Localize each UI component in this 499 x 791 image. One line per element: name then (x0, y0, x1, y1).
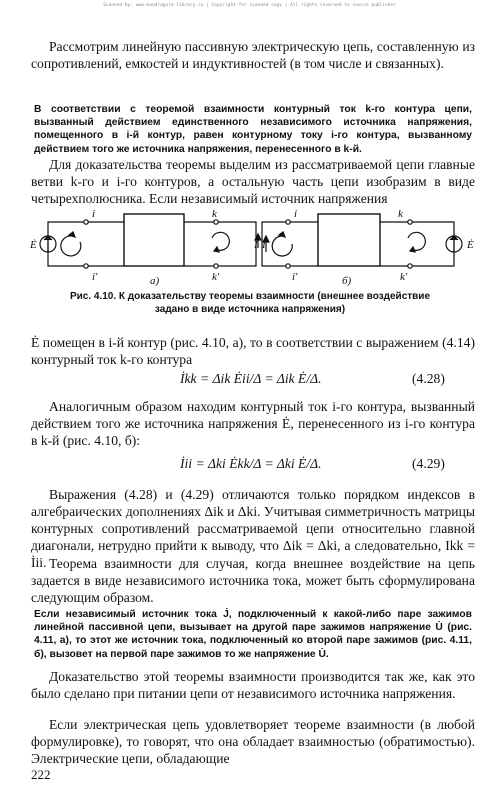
label-k-prime-a: k' (212, 271, 220, 283)
circuit-b (262, 214, 462, 268)
theorem-statement-voltage: В соответствии с теоремой взаимности контурный ток k-го контура цепи, вызванный действием единственного независимого источника напряжения, помещенного в i-й контур, равен контурному току i-го контура, вызванному действием того же источника напряжения, перенесенного в k-й. (34, 104, 472, 155)
paragraph-eq428-intro: Ė помещен в i-й контур (рис. 4.10, а), то в соответствии с выражением (4.14) контурный ток k-го контура (31, 335, 475, 367)
label-I-a: İ (262, 239, 266, 251)
equation-4-28: İkk = Δik Ėii/Δ = Δik Ė/Δ. (180, 371, 322, 386)
paragraph-proof-note: Доказательство этой теоремы взаимности производится так же, как это было сделано при питании цепи от независимого источника напряжения. (31, 669, 475, 701)
label-I-b: İ (254, 239, 258, 251)
paragraph-symmetry: Выражения (4.28) и (4.29) отличаются только порядком индексов в алгебраических дополнениях Δik и Δki. Учитывая симметричность матрицы контурных сопротивлений рассматриваемой цепи относительно главной диагонали, нетрудно прийти к выводу, что Δik = Δki, а следовательно, Ikk = İii. (31, 487, 475, 570)
paragraph-proof-setup: Для доказательства теоремы выделим из рассматриваемой цепи главные ветви k-го и i-го контуров, а остальную часть цепи изобразим в виде четырехполюсника. Если независимый источник напряжения (31, 157, 475, 206)
label-k-a: k (212, 208, 217, 220)
label-E-a: Ė (30, 239, 37, 251)
scan-watermark: Scanned by: www.mandragora-library.ru | Copyright for scanned copy | All rights reserved to source publisher (103, 3, 396, 8)
equation-4-29: İii = Δki Ėkk/Δ = Δki Ė/Δ. (180, 456, 322, 471)
label-i-b: i (294, 208, 298, 220)
figure-caption: Рис. 4.10. К доказательству теоремы взаимности (внешнее воздействие задано в виде источника напряжения) (69, 291, 431, 315)
figure-4-10 (0, 208, 499, 298)
loop-current-k-a (212, 232, 229, 250)
loop-current-i-a (61, 236, 81, 256)
paragraph-eq429-intro: Аналогичным образом находим контурный ток i-го контура, вызванный действием того же источника напряжения Ė, перенесенного из i-го контура в k-й (рис. 4.10, б): (31, 399, 475, 448)
circuit-a (40, 214, 261, 268)
paragraph-reciprocity: Если электрическая цепь удовлетворяет теореме взаимности (в любой формулировке), то говорят, что она обладает взаимностью (обратимостью). Электрические цепи, обладающие (31, 717, 475, 766)
label-b: б) (342, 275, 352, 287)
equation-number-4-28: (4.28) (412, 371, 445, 386)
equation-number-4-29: (4.29) (412, 456, 445, 471)
page-number: 222 (31, 767, 51, 782)
label-i-prime-b: i' (292, 271, 298, 283)
label-k-b: k (398, 208, 403, 220)
loop-current-i-b (272, 236, 292, 256)
theorem-statement-current: Если независимый источник тока J̇, подключенный к какой-либо паре зажимов линейной пассивной цепи, вызывает на другой паре зажимов напряжение U̇ (рис. 4.11, а), то этот же источник тока, подключенный ко второй паре зажимов (рис. 4.11, б), вызовет на первой паре зажимов то же напряжение U̇. (34, 609, 472, 660)
label-i-prime-a: i' (92, 271, 98, 283)
label-k-prime-b: k' (400, 271, 408, 283)
label-E-b: Ė (467, 239, 474, 251)
label-a: а) (150, 275, 160, 287)
loop-current-k-b (408, 232, 425, 250)
paragraph-intro: Рассмотрим линейную пассивную электрическую цепь, составленную из сопротивлений, емкостей и индуктивностей (в том числе и связанных). (31, 39, 475, 71)
paragraph-current-source-intro: Теорема взаимности для случая, когда внешнее воздействие на цепь задается в виде независимого источника тока, может быть сформулирована следующим образом. (31, 556, 475, 605)
label-i-a: i (92, 208, 96, 220)
